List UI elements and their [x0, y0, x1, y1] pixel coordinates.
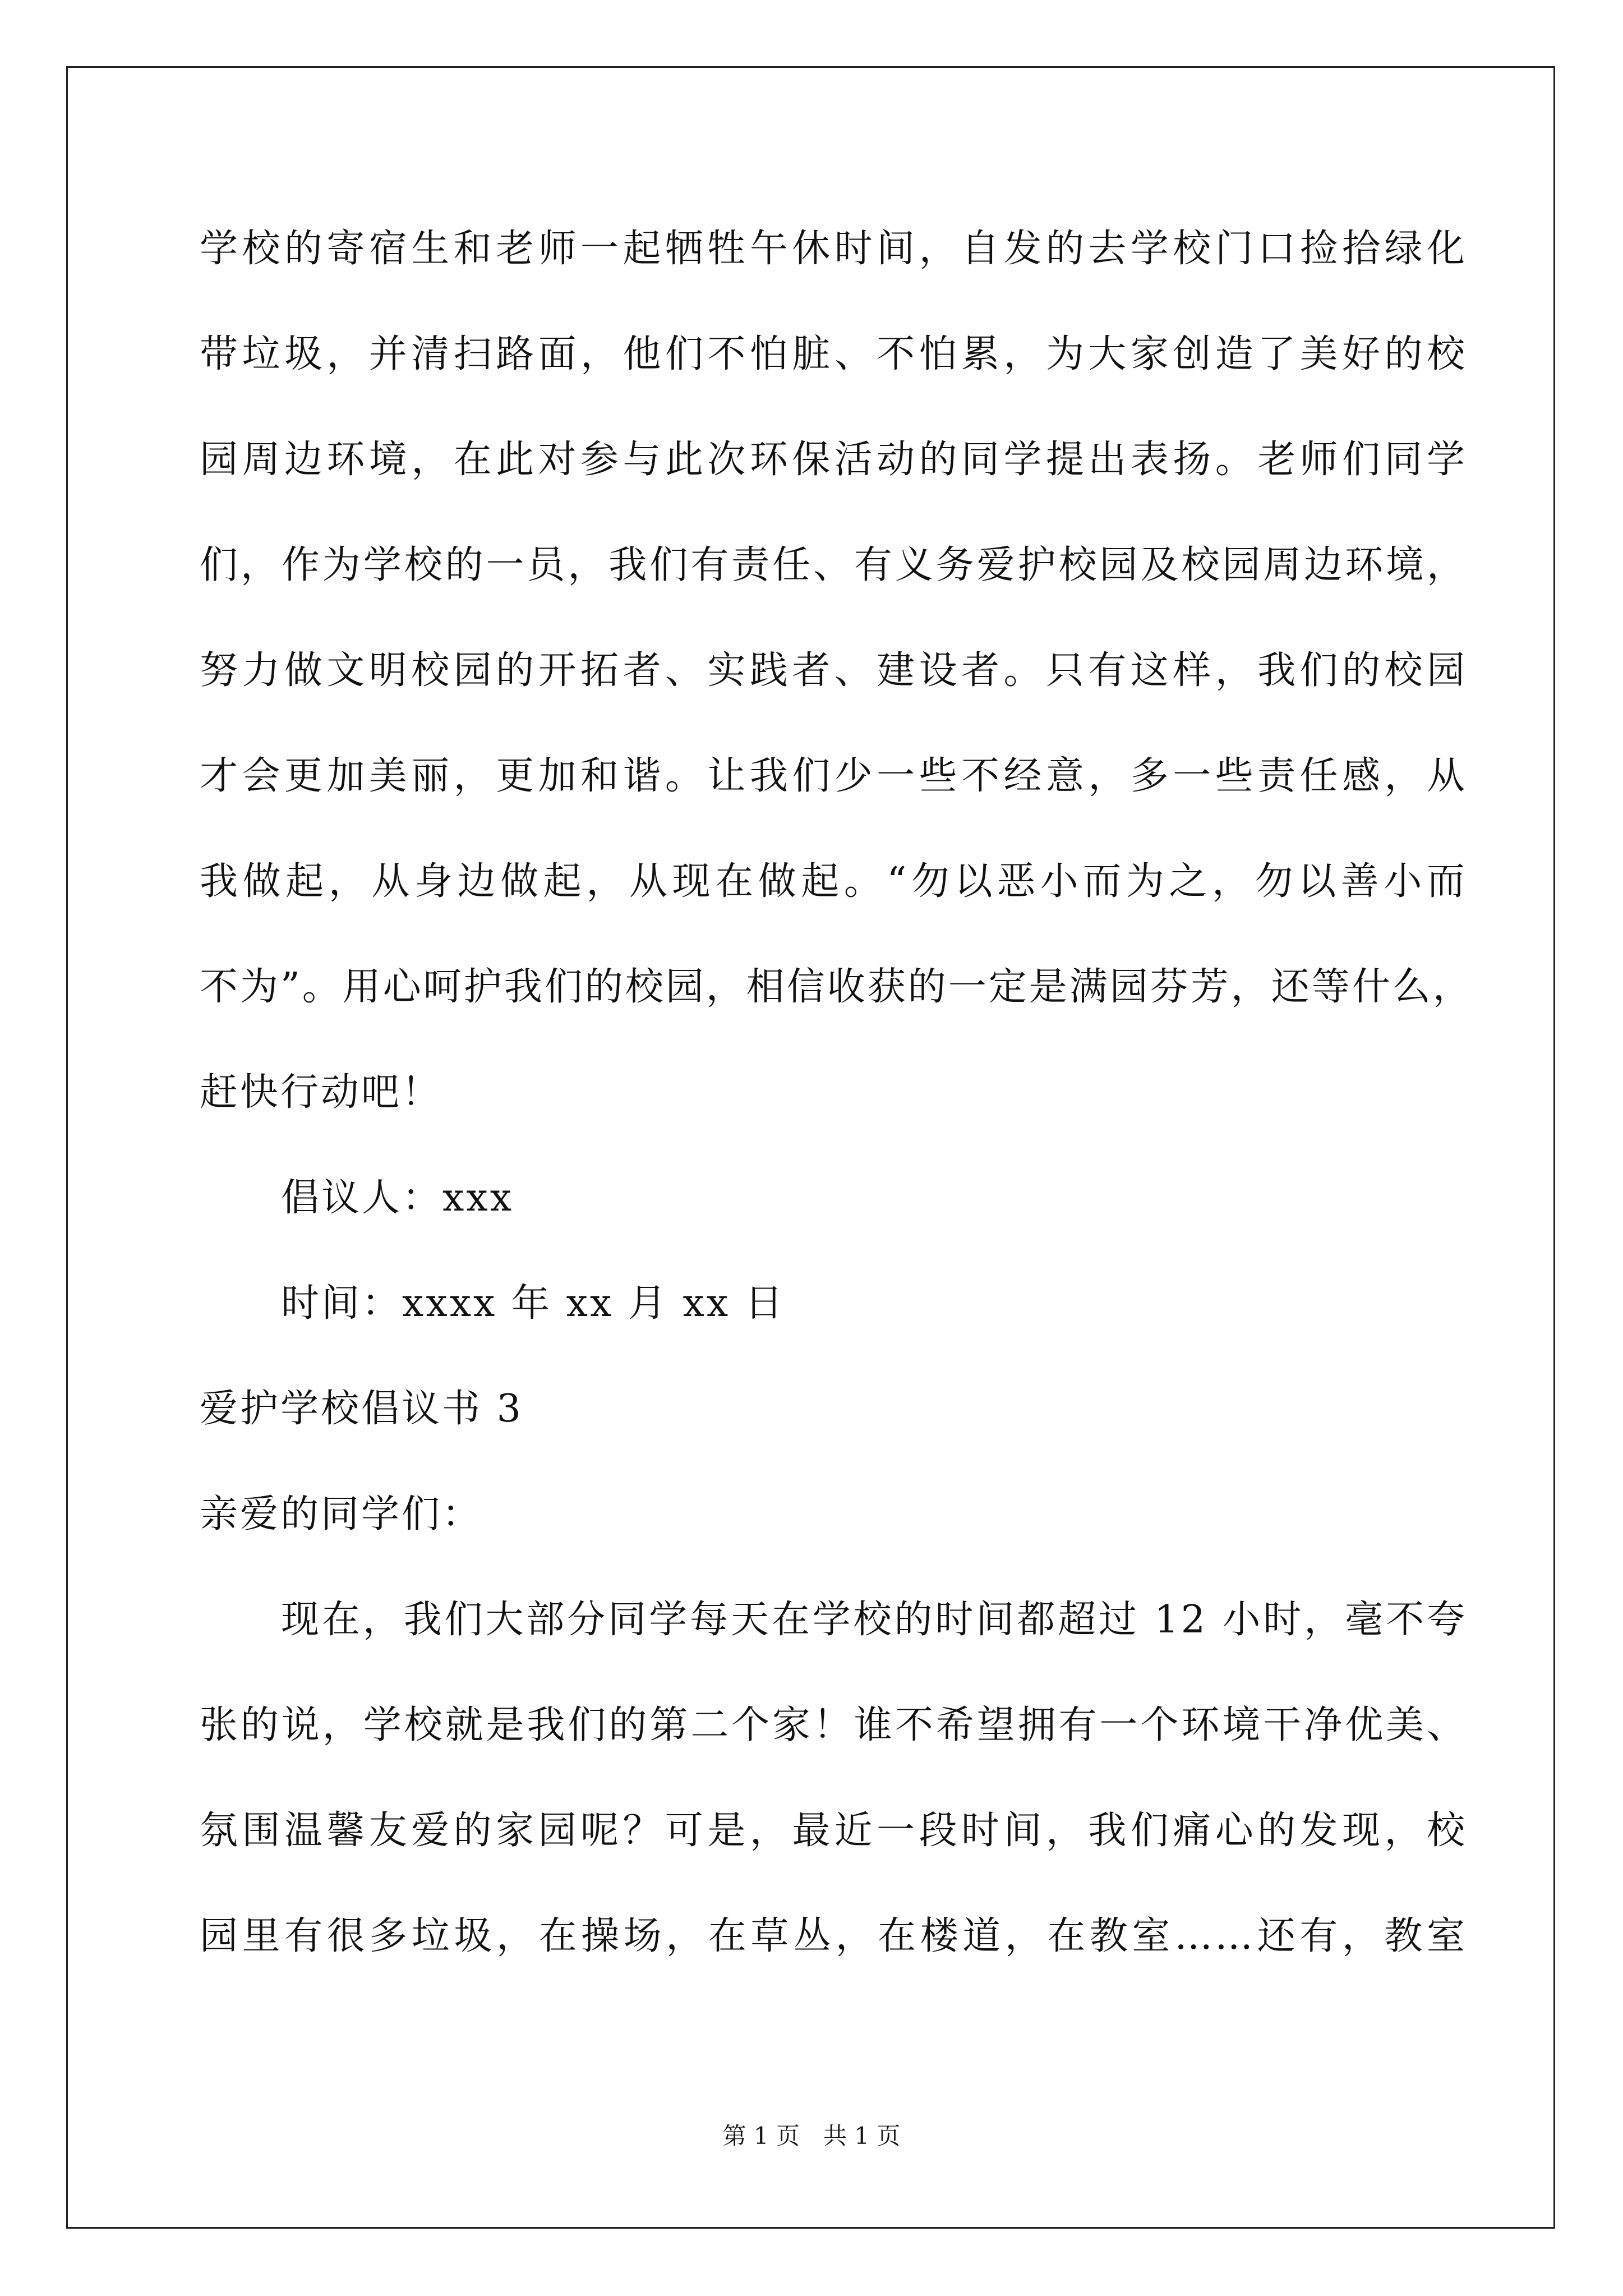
date-line: 时间：xxxx 年 xx 月 xx 日 [281, 1281, 785, 1326]
proposer-line: 倡议人：xxx [281, 1176, 514, 1220]
paragraph-line: 赶快行动吧！ [200, 1070, 442, 1115]
paragraph-line: 才会更加美丽，更加和谐。让我们少一些不经意，多一些责任感，从 [200, 754, 1467, 798]
paragraph-line: 园里有很多垃圾，在操场，在草丛，在楼道，在教室……还有，教室 [200, 1914, 1467, 1958]
paragraph-line: 不为”。用心呵护我们的校园，相信收获的一定是满园芬芳，还等什么， [200, 965, 1473, 1009]
paragraph-line: 我做起，从身边做起，从现在做起。“勿以恶小而为之，勿以善小而 [200, 859, 1467, 904]
paragraph-line: 带垃圾，并清扫路面，他们不怕脏、不怕累，为大家创造了美好的校 [200, 332, 1467, 376]
paragraph-line: 们，作为学校的一员，我们有责任、有义务爱护校园及校园周边环境， [200, 543, 1467, 587]
document-body [200, 196, 1473, 1989]
paragraph-line: 努力做文明校园的开拓者、实践者、建设者。只有这样，我们的校园 [200, 648, 1467, 693]
paragraph-line: 学校的寄宿生和老师一起牺牲午休时间，自发的去学校门口捡拾绿化 [200, 227, 1467, 271]
paragraph-line: 氛围温馨友爱的家园呢？可是，最近一段时间，我们痛心的发现，校 [200, 1809, 1467, 1853]
paragraph-line: 现在，我们大部分同学每天在学校的时间都超过 12 小时，毫不夸 [281, 1598, 1467, 1642]
page-number-footer: 第 1 页 共 1 页 [722, 2122, 901, 2150]
section-title: 爱护学校倡议书 3 [200, 1387, 523, 1431]
salutation: 亲爱的同学们： [200, 1492, 483, 1536]
paragraph-line: 园周边环境，在此对参与此次环保活动的同学提出表扬。老师们同学 [200, 438, 1467, 482]
paragraph-line: 张的说，学校就是我们的第二个家！谁不希望拥有一个环境干净优美、 [200, 1703, 1467, 1747]
